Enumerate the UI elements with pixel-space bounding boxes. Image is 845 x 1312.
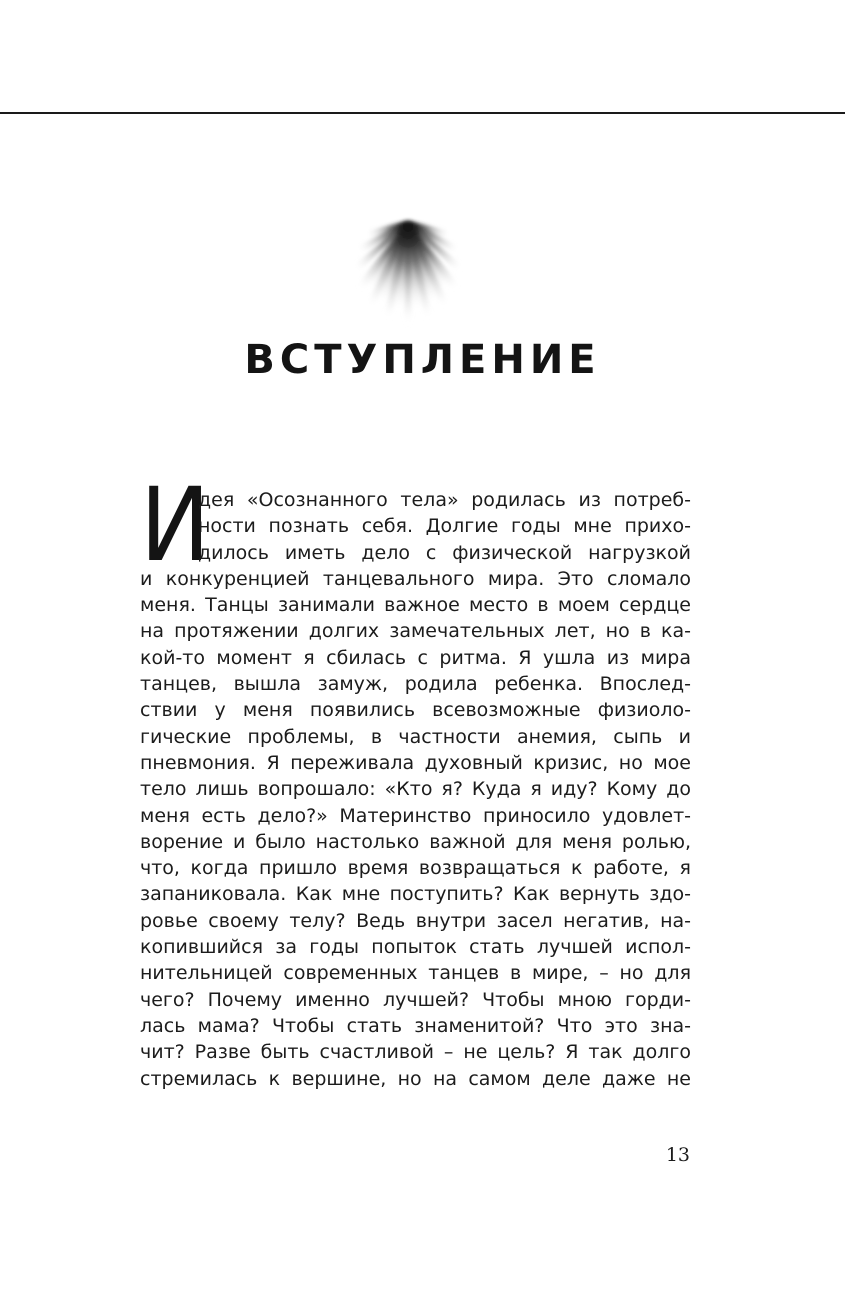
text-line: дилось иметь дело с физической нагрузкой <box>198 541 691 564</box>
chapter-title: ВСТУПЛЕНИЕ <box>244 337 601 383</box>
text-line: дея «Осознанного тела» родилась из потреб- <box>198 489 691 511</box>
text-line: тело лишь вопрошало: «Кто я? Куда я иду? Кому до <box>140 778 691 801</box>
header-rule <box>0 112 845 114</box>
text-line: копившийся за годы попыток стать лучшей испол- <box>140 936 691 959</box>
text-line: ствии у меня появились всевозможные физиоло- <box>140 699 691 722</box>
text-line: меня. Танцы занимали важное место в моем сердце <box>140 594 691 617</box>
text-line: и конкуренцией танцевального мира. Это сломало <box>140 567 691 590</box>
text-line: нительницей современных танцев в мире, – но для <box>140 962 691 985</box>
text-line: ровье своему телу? Ведь внутри засел негатив, на- <box>140 909 691 932</box>
body-text <box>140 466 691 1092</box>
text-line: запаниковала. Как мне поступить? Как вернуть здо- <box>140 883 691 906</box>
text-line: чит? Разве быть счастливой – не цель? Я так долго <box>140 1041 691 1064</box>
drop-cap: И <box>140 466 211 585</box>
text-line: ворение и было настолько важной для меня ролью, <box>140 830 691 853</box>
text-line: что, когда пришло время возвращаться к работе, я <box>140 857 691 880</box>
text-line: на протяжении долгих замечательных лет, но в ка- <box>140 620 691 643</box>
text-line: гические проблемы, в частности анемия, сыпь и <box>140 725 691 748</box>
text-line: лась мама? Чтобы стать знаменитой? Что это зна- <box>140 1014 691 1037</box>
text-line: танцев, вышла замуж, родила ребенка. Впослед- <box>140 673 691 696</box>
light-rays-icon <box>340 214 476 334</box>
page-number: 13 <box>665 1144 690 1166</box>
text-line: стремилась к вершине, но на самом деле даже не <box>140 1067 691 1090</box>
text-line: пневмония. Я переживала духовный кризис, но мое <box>140 751 691 774</box>
text-line: кой-то момент я сбилась с ритма. Я ушла из мира <box>140 646 691 669</box>
text-line: ности познать себя. Долгие годы мне прихо- <box>198 515 691 538</box>
text-line: чего? Почему именно лучшей? Чтобы мною горди- <box>140 988 691 1011</box>
text-line: меня есть дело?» Материнство приносило удовлет- <box>140 804 691 827</box>
